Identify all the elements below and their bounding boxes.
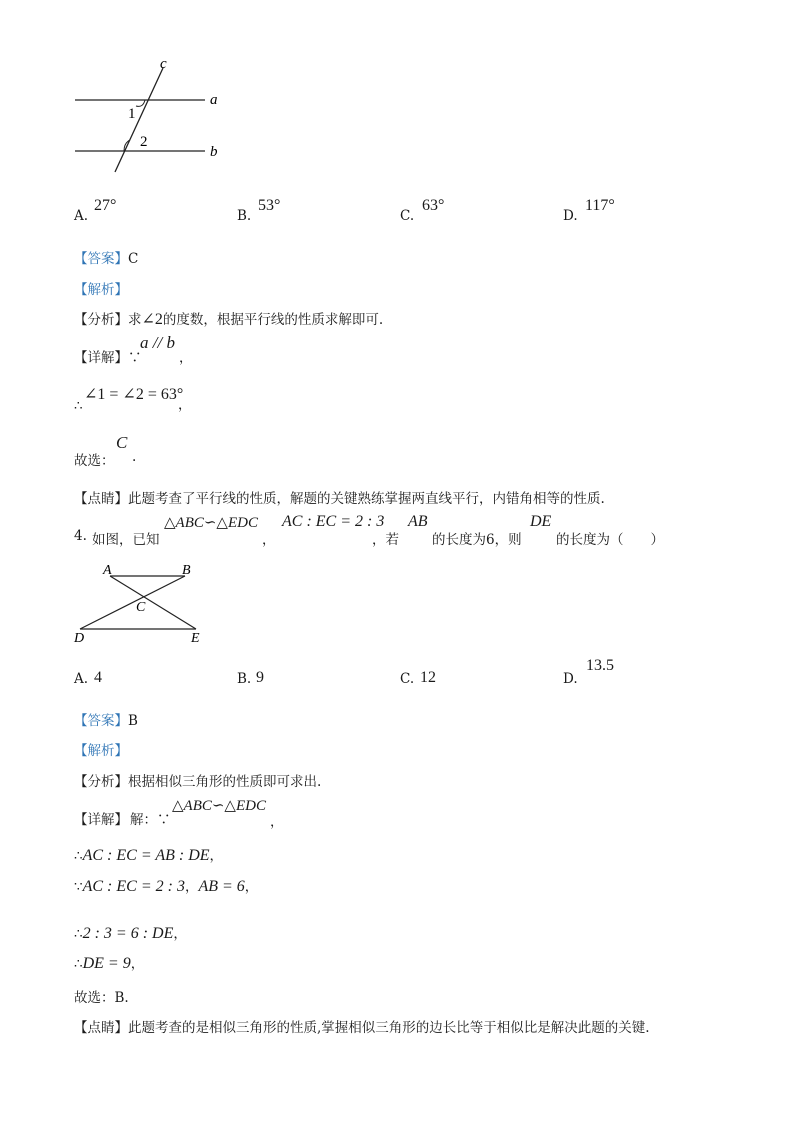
q4-ab: AB xyxy=(408,513,428,530)
segment-ae xyxy=(110,576,196,629)
fenxi-text: 根据相似三角形的性质即可求出. xyxy=(128,774,322,790)
q4-analysis-tag: 【解析】 xyxy=(74,743,128,759)
q4-step-4 xyxy=(74,952,144,973)
q3-choose-pre: 故选： xyxy=(74,453,115,469)
q3-option-a-letter: A. xyxy=(74,208,89,224)
parallel-lines-figure xyxy=(60,50,250,180)
answer-value: C xyxy=(128,251,139,267)
q4-comment xyxy=(74,1016,650,1036)
q4-comma: ， xyxy=(262,532,276,548)
q4-option-a-letter: A. xyxy=(74,671,89,687)
q4-fenxi xyxy=(74,770,321,790)
step-2-ratio: AC : EC = 2 : 3 xyxy=(82,878,185,895)
q3-option-d-letter: D. xyxy=(563,208,578,224)
q4-len-text: 的长度为6，则 xyxy=(432,532,522,548)
q3-equation: ∠1 = ∠2 = 63° xyxy=(84,386,184,403)
q4-step-3 xyxy=(74,922,187,943)
fenxi-math: ∠2 xyxy=(141,311,163,328)
step-4-end: ， xyxy=(130,956,145,972)
therefore-symbol: ∴ xyxy=(74,848,83,864)
q4-number: 4. xyxy=(74,528,87,544)
because-symbol: ∵ xyxy=(74,879,83,895)
step-4-expr: DE = 9 xyxy=(82,955,131,972)
answer-tag: 【答案】 xyxy=(74,713,128,729)
q4-de: DE xyxy=(530,513,552,530)
q3-option-b-letter: B. xyxy=(237,208,252,224)
q4-choose: 故选：B. xyxy=(74,990,129,1006)
fenxi-post: 的度数，根据平行线的性质求解即可. xyxy=(162,312,384,328)
step-3-end: ， xyxy=(173,926,187,942)
label-angle-1: 1 xyxy=(128,106,136,122)
comment-text: 此题考查了平行线的性质，解题的关键熟练掌握两直线平行，内错角相等的性质. xyxy=(128,491,605,507)
q3-analysis-tag: 【解析】 xyxy=(74,282,128,298)
q4-detail-tag: 【详解】 xyxy=(74,812,128,828)
line-c xyxy=(115,68,163,172)
therefore-symbol: ∴ xyxy=(74,956,83,972)
step-2-end: ， xyxy=(244,879,259,895)
step-2-mid: ， xyxy=(184,879,199,895)
q4-answer xyxy=(74,709,138,729)
label-A: A xyxy=(103,563,112,578)
q3-choose-post: . xyxy=(132,449,137,465)
q3-choose-math: C xyxy=(116,433,128,452)
q3-detail-tag-line xyxy=(74,346,142,366)
label-C: C xyxy=(136,600,146,615)
comment-tag: 【点睛】 xyxy=(74,491,128,507)
q4-similar: △ABC∽△EDC xyxy=(164,515,258,531)
answer-value: B xyxy=(128,713,138,729)
q4-step-2 xyxy=(74,875,258,896)
step-2-ab: AB = 6 xyxy=(198,878,245,895)
q4-ratio: AC : EC = 2 : 3 xyxy=(282,513,385,530)
q3-option-d-value: 117° xyxy=(585,197,615,214)
q3-answer xyxy=(74,247,138,267)
comment-tag: 【点睛】 xyxy=(74,1020,128,1036)
q4-option-a-value: 4 xyxy=(94,669,102,686)
q4-stem-pre: 如图，已知 xyxy=(92,532,160,548)
q4-detail-pre: 解：∵ xyxy=(130,812,171,828)
label-B: B xyxy=(182,563,191,578)
q4-option-d-value: 13.5 xyxy=(586,657,614,674)
q4-option-d-letter: D. xyxy=(563,671,578,687)
label-D: D xyxy=(74,631,85,646)
q3-therefore: ∴ xyxy=(74,398,83,414)
angle-1-arc xyxy=(136,100,145,106)
q4-option-b-value: 9 xyxy=(256,669,264,686)
label-angle-2: 2 xyxy=(140,134,148,150)
q4-detail-comma: ， xyxy=(270,814,284,830)
therefore-symbol: ∴ xyxy=(74,926,83,942)
segment-bd xyxy=(80,576,185,629)
q3-comma-1: ， xyxy=(179,350,193,366)
label-b: b xyxy=(210,144,218,160)
answer-tag: 【答案】 xyxy=(74,251,128,267)
q3-fenxi xyxy=(74,308,383,329)
similar-triangles-figure xyxy=(70,560,220,648)
q4-step-1 xyxy=(74,844,223,865)
q3-comma-2: ， xyxy=(178,397,192,413)
q4-option-b-letter: B. xyxy=(237,671,252,687)
fenxi-tag: 【分析】 xyxy=(74,312,128,328)
q3-option-b-value: 53° xyxy=(258,197,281,214)
q3-option-a-value: 27° xyxy=(94,197,117,214)
q4-detail-sim: △ABC∽△EDC xyxy=(172,798,266,814)
q3-option-c-letter: C. xyxy=(400,208,415,224)
q3-option-c-value: 63° xyxy=(422,197,445,214)
step-3-expr: 2 : 3 = 6 : DE xyxy=(82,925,174,942)
step-1-end: ， xyxy=(209,848,224,864)
step-1-expr: AC : EC = AB : DE xyxy=(82,847,210,864)
because-symbol: ∵ xyxy=(128,350,142,366)
q3-comment xyxy=(74,487,605,507)
label-c: c xyxy=(160,56,167,72)
comment-text: 此题考查的是相似三角形的性质,掌握相似三角形的边长比等于相似比是解决此题的关键. xyxy=(128,1020,650,1036)
label-E: E xyxy=(191,631,200,646)
detail-tag: 【详解】 xyxy=(74,350,128,366)
fenxi-pre: 求 xyxy=(128,312,142,328)
q4-option-c-value: 12 xyxy=(420,669,436,686)
fenxi-tag: 【分析】 xyxy=(74,774,128,790)
q4-option-c-letter: C. xyxy=(400,671,415,687)
label-a: a xyxy=(210,92,218,108)
q4-tail: 的长度为（ ） xyxy=(556,532,664,548)
q4-if-text: ，若 xyxy=(372,532,399,548)
q3-parallel-expr: a // b xyxy=(140,333,175,352)
